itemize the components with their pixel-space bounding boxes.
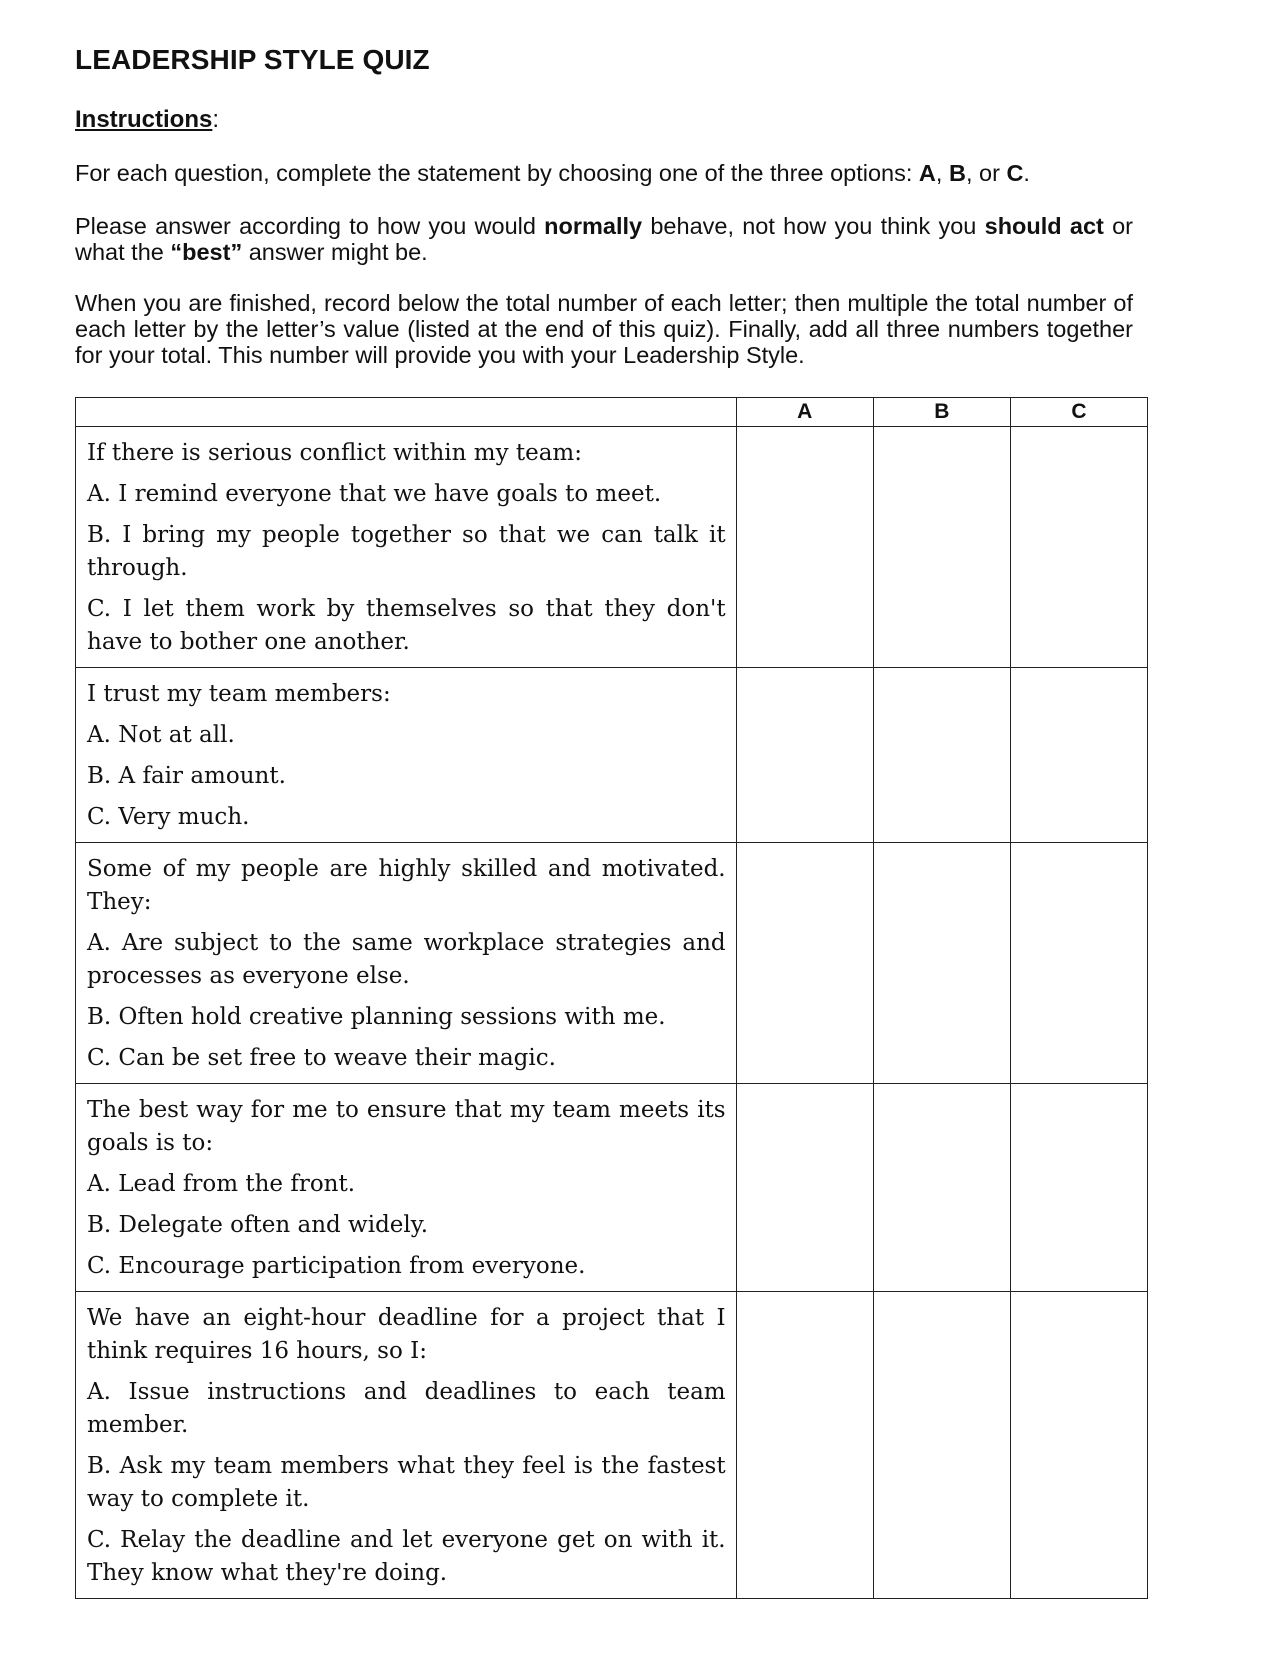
instructions-heading xyxy=(75,106,219,134)
table-row xyxy=(76,1292,1148,1599)
table-row xyxy=(76,843,1148,1084)
question-4-option-b: B. Delegate often and widely. xyxy=(87,1212,429,1238)
header-a: A xyxy=(736,398,873,427)
question-1-option-b: B. I bring my people together so that we can talk it through. xyxy=(87,522,726,581)
question-5-option-a: A. Issue instructions and deadlines to each team member. xyxy=(87,1379,726,1438)
p2-text-2: behave, not how you think you xyxy=(642,213,985,239)
p1-option-c: C xyxy=(1006,160,1024,186)
answer-cell-3-c[interactable] xyxy=(1010,843,1147,1084)
answer-cell-2-b[interactable] xyxy=(873,668,1010,843)
answer-cell-5-b[interactable] xyxy=(873,1292,1010,1599)
header-question xyxy=(76,398,737,427)
question-5-option-c: C. Relay the deadline and let everyone get on with it. They know what they're doing. xyxy=(87,1527,726,1586)
p2-text-1: Please answer according to how you would xyxy=(75,213,545,239)
question-4-option-a: A. Lead from the front. xyxy=(87,1171,356,1197)
question-cell-4 xyxy=(76,1084,737,1292)
question-cell-2 xyxy=(76,668,737,843)
table-row xyxy=(76,668,1148,843)
p2-should-act: should act xyxy=(984,213,1104,239)
answer-cell-2-c[interactable] xyxy=(1010,668,1147,843)
answer-cell-4-c[interactable] xyxy=(1010,1084,1147,1292)
answer-cell-2-a[interactable] xyxy=(736,668,873,843)
header-b: B xyxy=(873,398,1010,427)
p2-text-3: or what the xyxy=(75,213,1133,265)
table-row xyxy=(76,1084,1148,1292)
question-4-stem: The best way for me to ensure that my team meets its goals is to: xyxy=(87,1097,726,1156)
p1-option-b: B xyxy=(948,160,966,186)
question-1-option-a: A. I remind everyone that we have goals to meet. xyxy=(87,481,662,507)
p1-text-2: , xyxy=(935,160,949,186)
instruction-paragraph-3: When you are finished, record below the total number of each letter; then multiple the total number of each letter by the letter’s value (listed at the end of this quiz). Finally, add all three numbers together for your total. This number will provide you with your Leadership Style. xyxy=(75,290,1133,368)
table-header-row xyxy=(76,398,1148,427)
quiz-table xyxy=(75,397,1148,1599)
question-3-stem: Some of my people are highly skilled and motivated. They: xyxy=(87,856,726,915)
question-1-option-c: C. I let them work by themselves so that they don't have to bother one another. xyxy=(87,596,726,655)
answer-cell-4-a[interactable] xyxy=(736,1084,873,1292)
page-title: LEADERSHIP STYLE QUIZ xyxy=(75,44,430,75)
question-2-option-c: C. Very much. xyxy=(87,804,250,830)
p2-text-4: answer might be. xyxy=(242,239,428,265)
answer-cell-3-a[interactable] xyxy=(736,843,873,1084)
answer-cell-1-a[interactable] xyxy=(736,427,873,668)
p1-option-a: A xyxy=(918,160,936,186)
instruction-paragraph-1 xyxy=(75,160,1133,186)
instruction-paragraph-2 xyxy=(75,213,1133,265)
question-3-option-b: B. Often hold creative planning sessions with me. xyxy=(87,1004,666,1030)
question-2-stem: I trust my team members: xyxy=(87,681,391,707)
question-cell-5 xyxy=(76,1292,737,1599)
p1-text-4: . xyxy=(1023,160,1030,186)
p1-text-1: For each question, complete the statement by choosing one of the three options: xyxy=(75,160,919,186)
question-3-option-a: A. Are subject to the same workplace strategies and processes as everyone else. xyxy=(87,930,726,989)
question-3-option-c: C. Can be set free to weave their magic. xyxy=(87,1045,556,1071)
question-2-option-b: B. A fair amount. xyxy=(87,763,286,789)
question-1-stem: If there is serious conflict within my team: xyxy=(87,440,582,466)
table-row xyxy=(76,427,1148,668)
header-c: C xyxy=(1010,398,1147,427)
question-cell-1 xyxy=(76,427,737,668)
answer-cell-5-c[interactable] xyxy=(1010,1292,1147,1599)
answer-cell-5-a[interactable] xyxy=(736,1292,873,1599)
instructions-label: Instructions xyxy=(75,106,213,133)
answer-cell-1-b[interactable] xyxy=(873,427,1010,668)
answer-cell-4-b[interactable] xyxy=(873,1084,1010,1292)
question-5-option-b: B. Ask my team members what they feel is the fastest way to complete it. xyxy=(87,1453,726,1512)
answer-cell-3-b[interactable] xyxy=(873,843,1010,1084)
instructions-colon: : xyxy=(212,106,220,133)
question-cell-3 xyxy=(76,843,737,1084)
p1-text-3: , or xyxy=(965,160,1007,186)
question-5-stem: We have an eight-hour deadline for a project that I think requires 16 hours, so I: xyxy=(87,1305,726,1364)
question-2-option-a: A. Not at all. xyxy=(87,722,235,748)
p2-normally: normally xyxy=(544,213,643,239)
question-4-option-c: C. Encourage participation from everyone. xyxy=(87,1253,586,1279)
answer-cell-1-c[interactable] xyxy=(1010,427,1147,668)
p2-best: “best” xyxy=(170,239,243,265)
